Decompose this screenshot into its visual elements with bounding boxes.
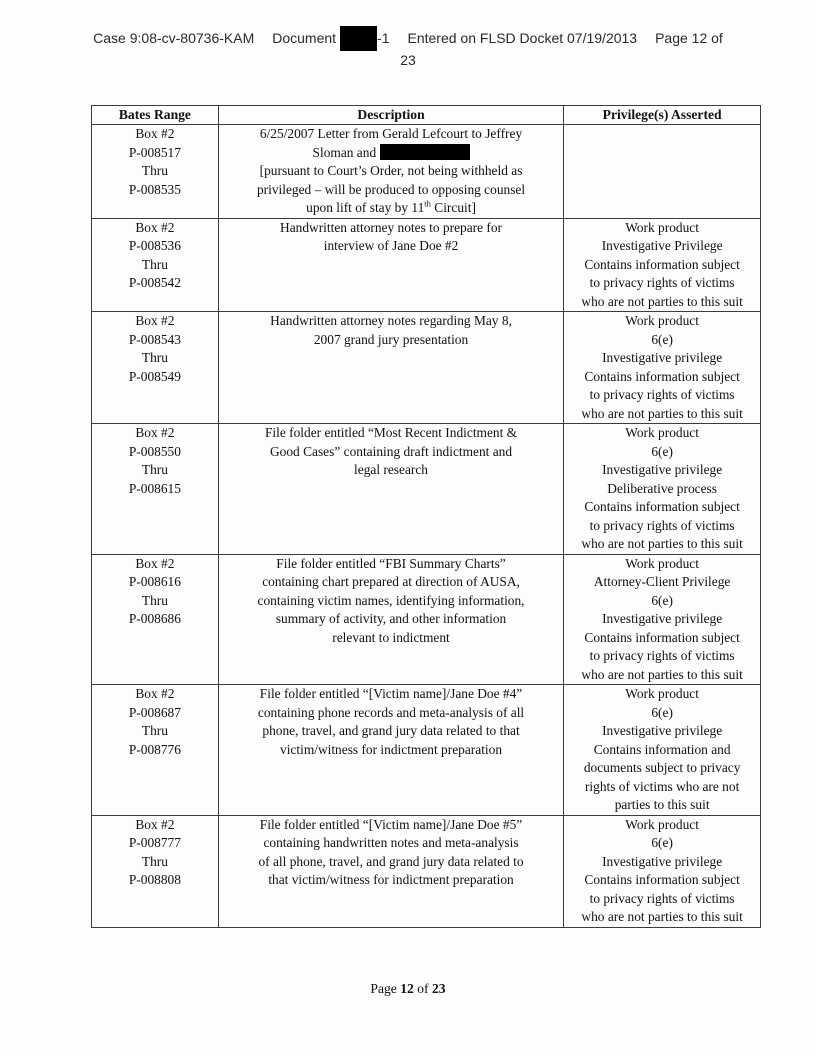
cell-line: Box #2 [135,555,175,571]
cell-line: parties to this suit [614,797,710,812]
cell-line: Work product [625,313,699,328]
cell-line: containing phone records and meta-analysis of all [257,704,525,720]
cell-line: Investigative Privilege [601,238,723,253]
footer-page-label: Page [370,981,397,996]
cell-line: Contains information subject [584,872,740,887]
cell-line: Box #2 [135,313,175,328]
cell-line: privileged – will be produced to opposing counsel [256,181,526,197]
cell-line: Attorney-Client Privilege [593,574,731,589]
cell-line: upon lift of stay by 11th Circuit] [306,198,476,215]
cell-line: P-008549 [128,368,181,384]
cell-line: Handwritten attorney notes to prepare for [280,219,503,235]
cell-line: 6(e) [651,704,673,720]
cell-line: 2007 grand jury presentation [313,331,469,347]
cell-line: Sloman and [221,144,561,163]
privilege-cell [564,312,761,424]
column-header-privileges-asserted: Privilege(s) Asserted [564,106,761,125]
table-header-row [92,106,761,125]
cell-line: Contains information subject [584,368,740,384]
document-label: Document [272,30,337,46]
cell-line: documents subject to privacy [583,760,741,775]
description-cell [218,312,563,424]
redaction-box [340,26,377,51]
cell-line: who are not parties to this suit [581,536,743,551]
cell-line: of all phone, travel, and grand jury data related to [258,853,524,869]
cell-line: 6(e) [651,835,673,850]
footer-page-number: 12 [400,981,414,996]
description-cell [218,685,563,816]
table-row [92,424,761,555]
bates-range-cell [92,685,219,816]
cell-line: Thru [141,462,168,477]
entered-on-docket-text: Entered on FLSD Docket 07/19/2013 [407,30,638,46]
cell-line: Work product [625,425,699,440]
bates-range-cell [92,312,219,424]
cell-line: Contains information subject [584,629,740,645]
table-row [92,815,761,927]
cell-line: 6(e) [651,331,673,347]
cell-line: Thru [141,256,168,272]
cell-line: P-008615 [128,480,181,496]
cell-line: P-008542 [128,275,181,290]
bates-range-cell [92,218,219,312]
cell-line: P-008687 [128,704,181,720]
cell-line: Investigative privilege [602,350,723,365]
privilege-cell [564,424,761,555]
table-row [92,312,761,424]
cell-line: Deliberative process [607,480,717,496]
cell-line: relevant to indictment [332,629,450,645]
privilege-log-table [91,105,761,928]
cell-line: P-008808 [128,872,181,887]
cell-line: who are not parties to this suit [581,293,743,309]
description-cell [218,125,563,219]
cell-line: P-008535 [128,181,181,197]
cell-line: P-008550 [128,443,181,459]
column-header-description: Description [218,106,563,125]
table-row [92,125,761,219]
cell-line: Investigative privilege [602,723,723,738]
description-cell [218,424,563,555]
bates-range-cell [92,424,219,555]
bates-range-cell [92,554,219,685]
description-cell [218,554,563,685]
cell-line: Contains information subject [584,499,740,514]
privilege-cell [564,815,761,927]
cell-line: legal research [354,462,429,477]
case-number: Case 9:08-cv-80736-KAM [93,30,255,46]
cell-line: that victim/witness for indictment preparation [268,872,514,887]
table-row [92,554,761,685]
cell-line: summary of activity, and other information [275,611,507,626]
cell-line: Handwritten attorney notes regarding May 8, [270,313,512,328]
description-cell [218,218,563,312]
cell-line: Box #2 [135,425,175,440]
cell-line: [pursuant to Court’s Order, not being withheld as [259,163,523,178]
cell-line: 6(e) [651,443,673,459]
cell-line: victim/witness for indictment preparation [280,741,503,757]
cell-line: Investigative privilege [602,462,723,477]
cell-line: rights of victims who are not [584,778,740,794]
privilege-cell [564,125,761,219]
cell-line: Work product [625,816,699,832]
privilege-cell [564,685,761,816]
cell-line: who are not parties to this suit [581,666,743,682]
cell-line: Thru [141,163,168,178]
cell-line: Work product [625,219,699,235]
cell-line: P-008517 [128,144,181,160]
cell-line: P-008777 [128,835,181,850]
privilege-cell [564,554,761,685]
cell-line: to privacy rights of victims [589,648,735,663]
document-ref [272,30,389,46]
docket-header-line2: 23 [400,52,416,68]
redaction-box [380,144,470,160]
cell-line: 6(e) [651,592,673,608]
cell-line: to privacy rights of victims [589,517,735,533]
privilege-cell [564,218,761,312]
docket-header [0,26,816,70]
cell-line: to privacy rights of victims [589,387,735,402]
cell-line: Thru [141,592,168,608]
table-row [92,218,761,312]
cell-line: P-008616 [128,574,181,589]
cell-line: Contains information subject [584,256,740,272]
cell-line: phone, travel, and grand jury data related to that [262,723,520,738]
cell-line: who are not parties to this suit [581,405,743,421]
docket-header-line1 [0,26,816,51]
cell-line: to privacy rights of victims [589,275,735,290]
cell-line: Box #2 [135,686,175,701]
bates-range-cell [92,125,219,219]
cell-line: P-008536 [128,238,181,253]
cell-line: who are not parties to this suit [581,909,743,924]
cell-line: Box #2 [135,219,175,235]
cell-line: File folder entitled “FBI Summary Charts” [276,555,506,571]
cell-line: containing chart prepared at direction of AUSA, [262,574,520,589]
cell-line: Work product [625,555,699,571]
cell-line: Box #2 [135,126,175,141]
cell-line: File folder entitled “[Victim name]/Jane Doe #5” [259,816,523,832]
footer-of-label: of [417,981,429,996]
column-header-bates-range: Bates Range [92,106,219,125]
page-indicator: Page 12 of [655,30,723,46]
cell-line: Work product [625,686,699,701]
cell-line: interview of Jane Doe #2 [323,238,459,253]
bates-range-cell [92,815,219,927]
document-suffix: -1 [377,30,390,46]
superscript-ordinal: th [424,198,431,209]
page-footer [0,981,816,997]
cell-line: P-008776 [128,741,181,757]
description-cell [218,815,563,927]
cell-line: File folder entitled “Most Recent Indictment & [264,425,518,440]
cell-line: Investigative privilege [602,853,723,869]
cell-line: containing handwritten notes and meta-analysis [263,835,519,850]
cell-line: Thru [141,853,168,869]
cell-line: 6/25/2007 Letter from Gerald Lefcourt to Jeffrey [259,126,523,141]
cell-line: Thru [141,350,168,365]
cell-line: Box #2 [135,816,175,832]
cell-line: Good Cases” containing draft indictment and [269,443,513,459]
table-row [92,685,761,816]
cell-line: to privacy rights of victims [589,890,735,906]
cell-line: P-008686 [128,611,181,626]
cell-line: Contains information and [593,741,731,757]
cell-line: Investigative privilege [602,611,723,626]
cell-line: File folder entitled “[Victim name]/Jane Doe #4” [259,686,523,701]
cell-line: containing victim names, identifying information, [257,592,525,608]
cell-line: Thru [141,723,168,738]
footer-total-pages: 23 [431,981,446,996]
table-body [92,125,761,928]
cell-line: P-008543 [128,331,181,347]
